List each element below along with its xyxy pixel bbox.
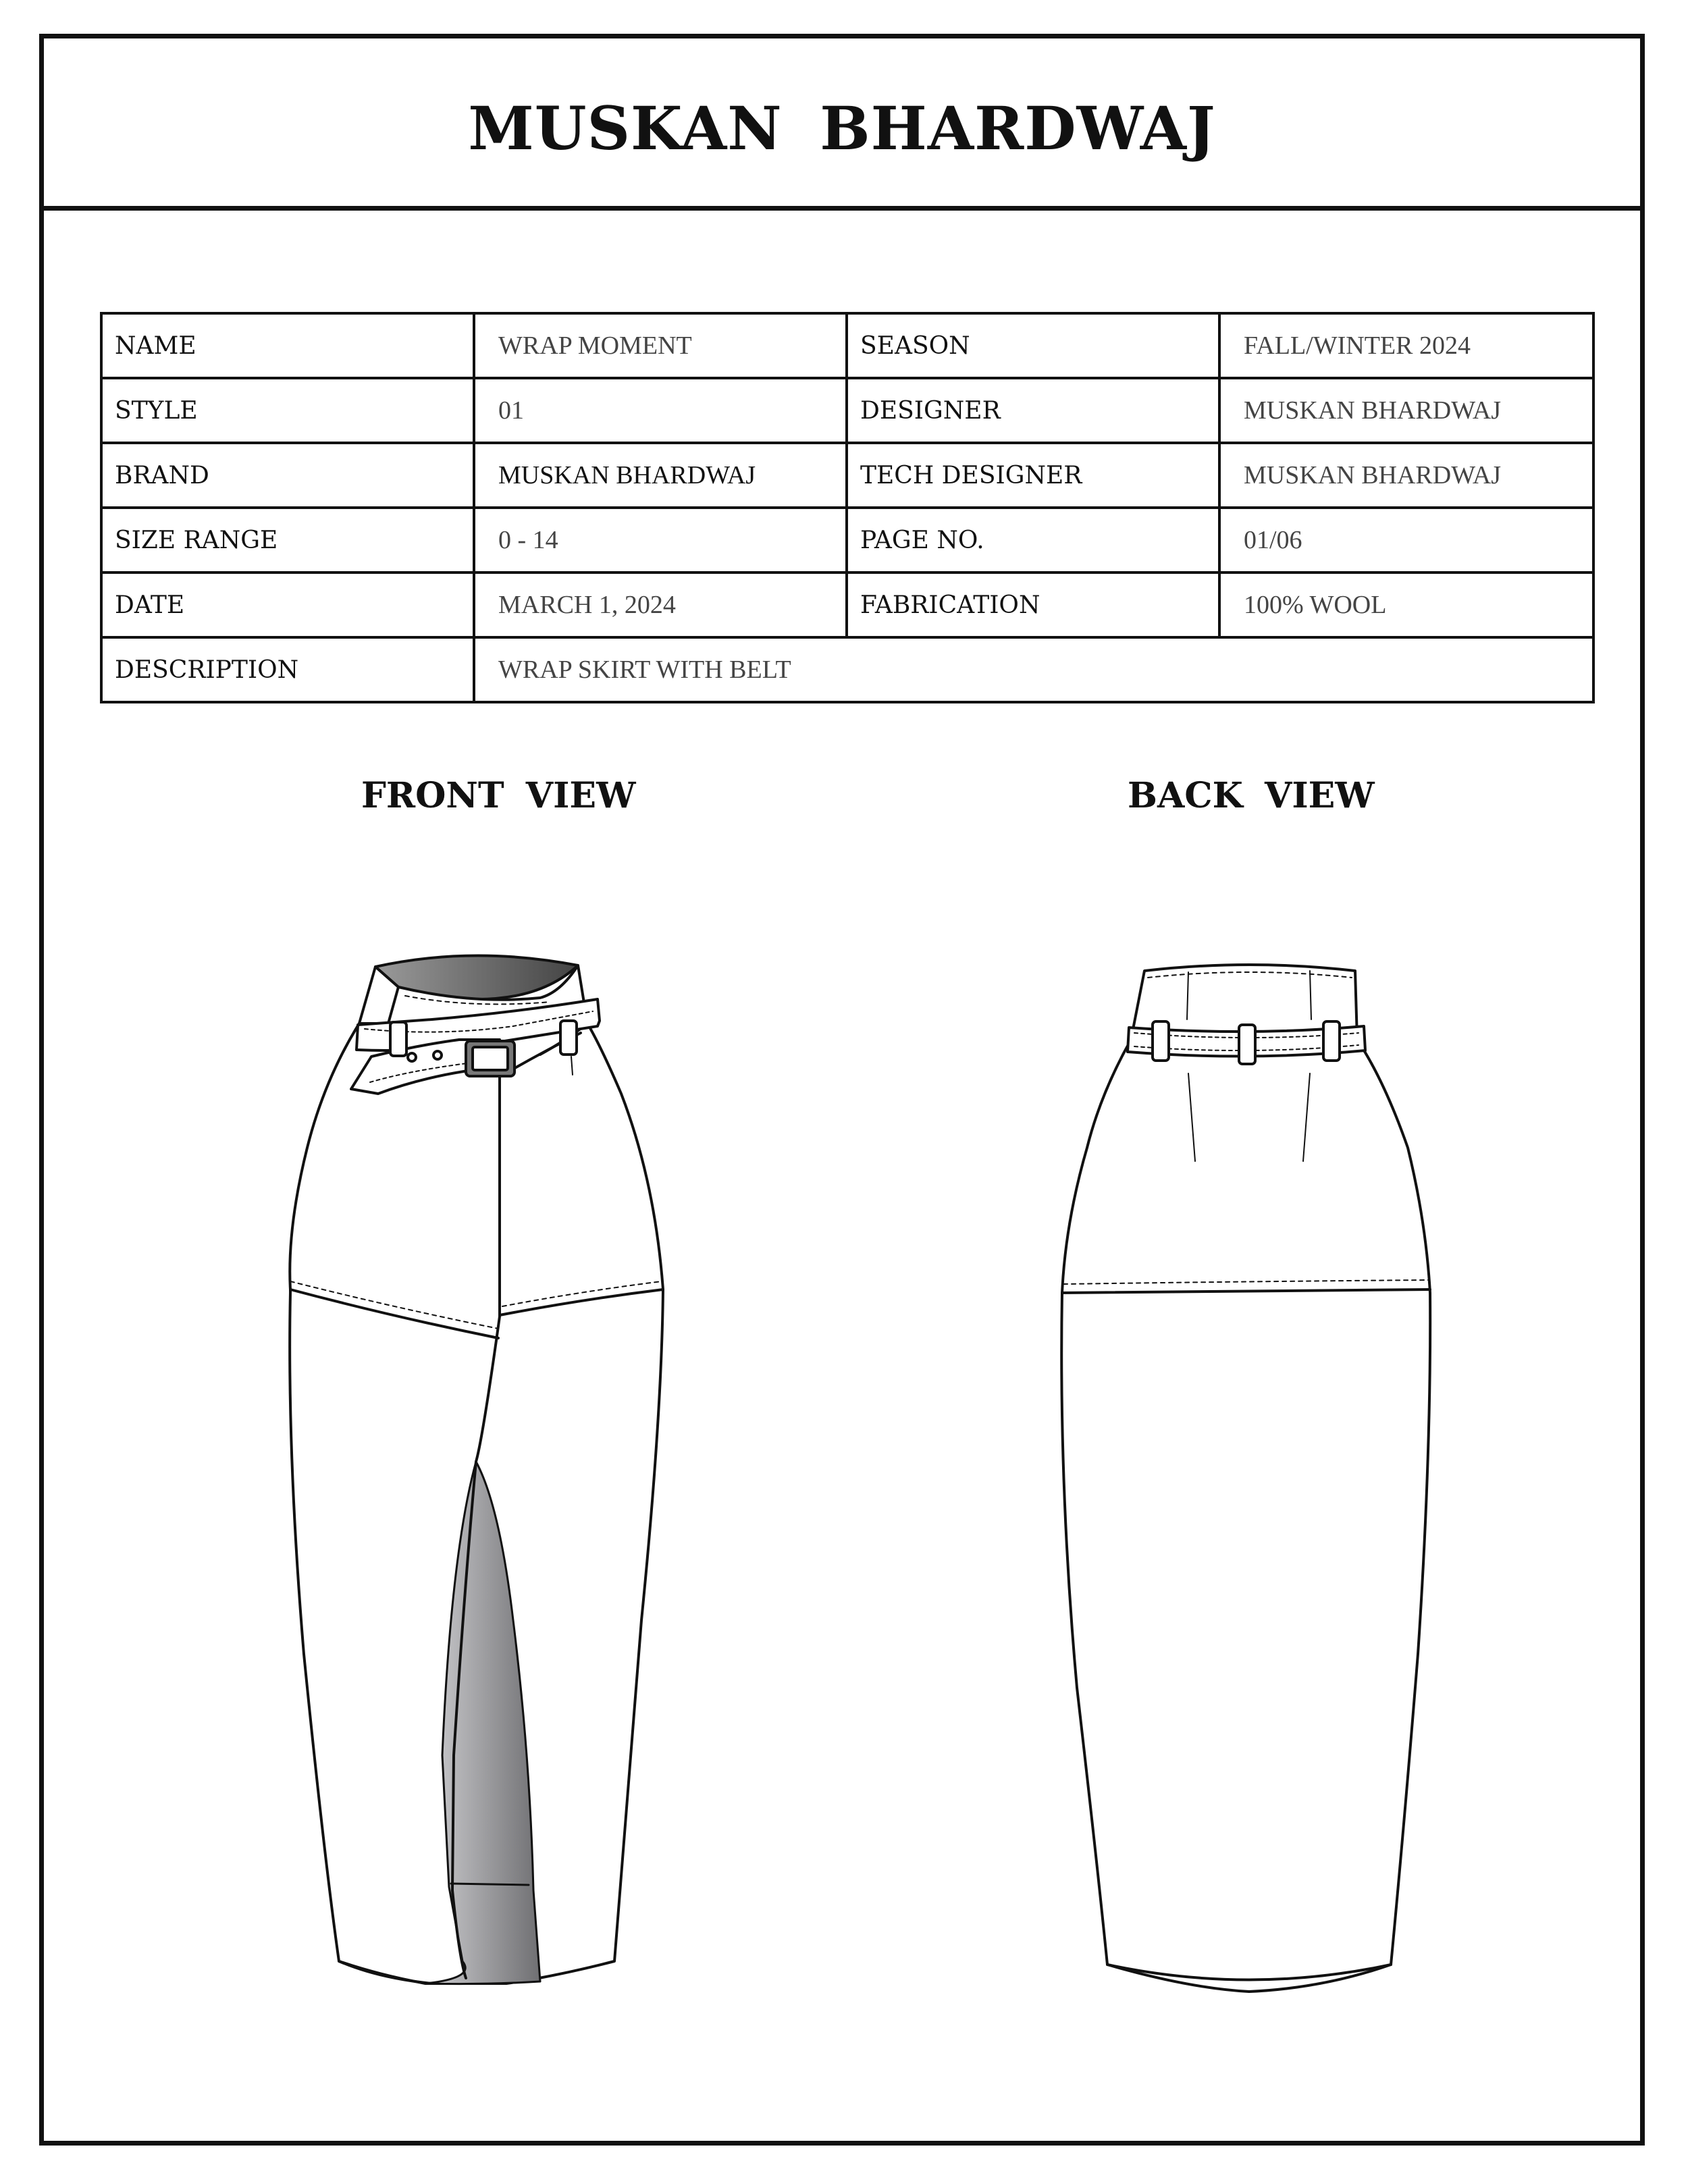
belt-loop <box>1239 1025 1255 1064</box>
fabrication-label: FABRICATION <box>847 572 1219 637</box>
brand-label: BRAND <box>101 443 474 508</box>
page-no-label: PAGE NO. <box>847 508 1219 572</box>
designer-label: DESIGNER <box>847 378 1219 443</box>
season-value: FALL/WINTER 2024 <box>1219 313 1593 378</box>
belt-loop <box>560 1021 577 1055</box>
name-label: NAME <box>101 313 474 378</box>
belt-loop <box>390 1022 406 1056</box>
tech-designer-label: TECH DESIGNER <box>847 443 1219 508</box>
style-label: STYLE <box>101 378 474 443</box>
brand-value: MUSKAN BHARDWAJ <box>474 443 847 508</box>
name-value: WRAP MOMENT <box>474 313 847 378</box>
fabrication-value: 100% WOOL <box>1219 572 1593 637</box>
date-value: MARCH 1, 2024 <box>474 572 847 637</box>
size-range-value: 0 - 14 <box>474 508 847 572</box>
description-label: DESCRIPTION <box>101 637 474 702</box>
back-view-label: BACK VIEW <box>1128 775 1375 816</box>
belt-loop <box>1153 1021 1169 1061</box>
page-no-value: 01/06 <box>1219 508 1593 572</box>
size-range-label: SIZE RANGE <box>101 508 474 572</box>
season-label: SEASON <box>847 313 1219 378</box>
back-belt <box>1128 1021 1365 1064</box>
date-label: DATE <box>101 572 474 637</box>
belt-loop <box>1323 1021 1340 1061</box>
page-title: MUSKAN BHARDWAJ <box>468 92 1216 163</box>
back-silhouette <box>1061 1040 1430 1992</box>
designer-value: MUSKAN BHARDWAJ <box>1219 378 1593 443</box>
description-value: WRAP SKIRT WITH BELT <box>474 637 1593 702</box>
front-view-label: FRONT VIEW <box>361 775 636 816</box>
front-skirt-flat <box>290 955 663 1983</box>
style-value: 01 <box>474 378 847 443</box>
back-skirt-flat <box>1061 965 1430 1992</box>
tech-designer-value: MUSKAN BHARDWAJ <box>1219 443 1593 508</box>
